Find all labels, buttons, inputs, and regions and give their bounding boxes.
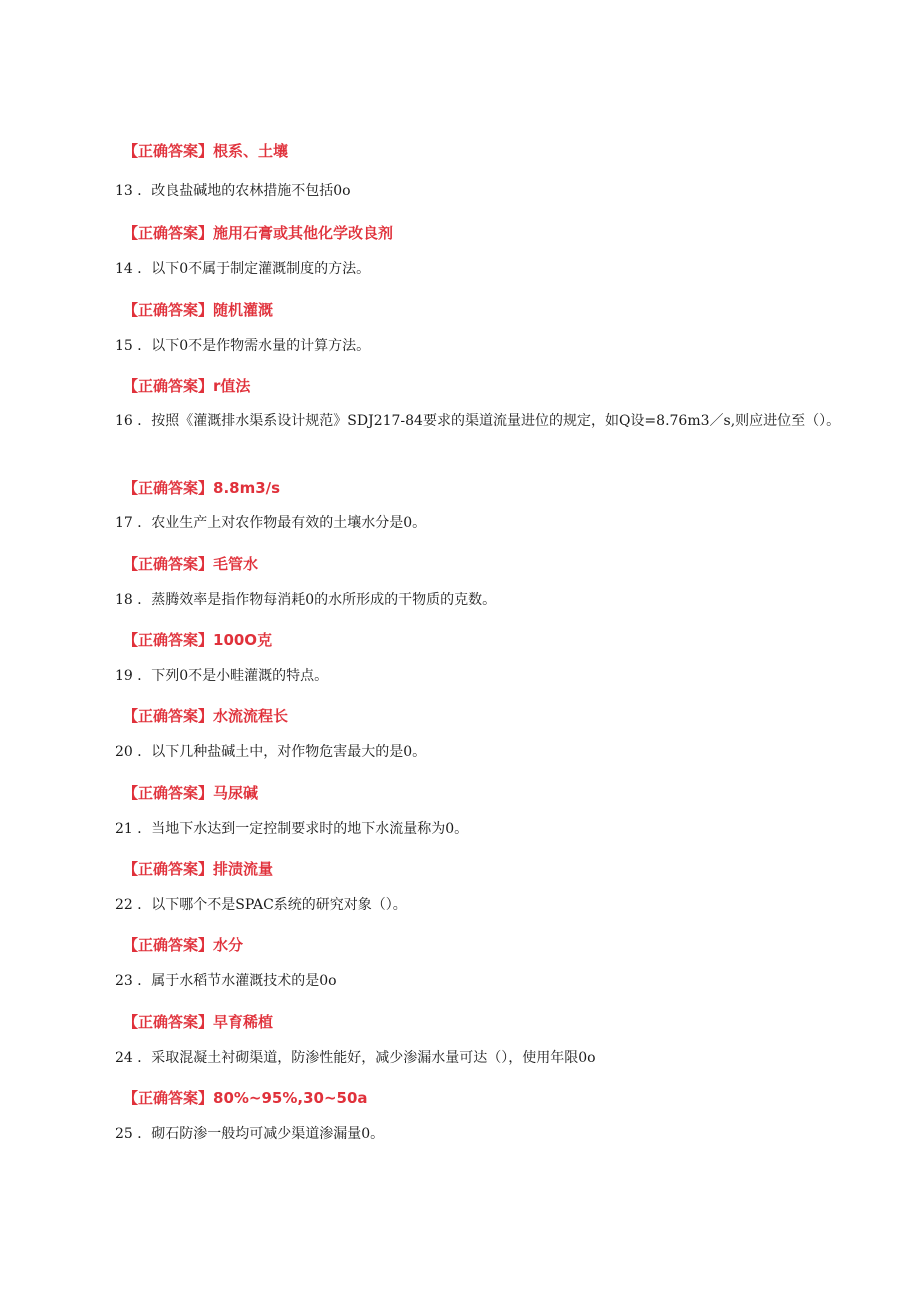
question-17: 17 ．农业生产上对农作物最有效的土壤水分是0。 <box>115 515 427 531</box>
answer-18: 【正确答案】100O克 <box>123 631 273 649</box>
answer-22: 【正确答案】水分 <box>123 936 244 954</box>
question-16: 16 ．按照《灌溉排水渠系设计规范》SDJ217-84要求的渠道流量进位的规定，如Q设=8.76m3／s,则应进位至（）。 <box>115 413 841 429</box>
answer-20: 【正确答案】马尿碱 <box>123 784 259 802</box>
question-13: 13 ．改良盐碱地的农林措施不包括0o <box>115 183 351 199</box>
answer-19: 【正确答案】水流流程长 <box>123 707 289 725</box>
answer-12: 【正确答案】根系、土壤 <box>123 142 289 160</box>
answer-14: 【正确答案】随机灌溉 <box>123 301 274 319</box>
question-14: 14 ．以下0不属于制定灌溉制度的方法。 <box>115 261 371 277</box>
question-20: 20 ．以下几种盐碱土中，对作物危害最大的是0。 <box>115 744 427 760</box>
answer-16: 【正确答案】8.8m3∕s <box>123 479 281 497</box>
question-22: 22 ．以下哪个不是SPAC系统的研究对象（）。 <box>115 897 407 913</box>
answer-13: 【正确答案】施用石膏或其他化学改良剂 <box>123 224 394 242</box>
answer-15: 【正确答案】r值法 <box>123 377 251 395</box>
question-15: 15 ．以下0不是作物需水量的计算方法。 <box>115 338 371 354</box>
question-18: 18 ．蒸腾效率是指作物每消耗0的水所形成的干物质的克数。 <box>115 592 497 608</box>
answer-21: 【正确答案】排渍流量 <box>123 860 274 878</box>
question-24: 24 ．采取混凝土衬砌渠道，防渗性能好，减少渗漏水量可达（），使用年限0o <box>115 1050 596 1066</box>
answer-17: 【正确答案】毛管水 <box>123 555 259 573</box>
question-23: 23 ．属于水稻节水灌溉技术的是0o <box>115 973 337 989</box>
question-21: 21 ．当地下水达到一定控制要求时的地下水流量称为0。 <box>115 821 469 837</box>
question-19: 19 ．下列0不是小畦灌溉的特点。 <box>115 668 329 684</box>
question-25: 25 ．砌石防渗一般均可减少渠道渗漏量0。 <box>115 1126 385 1142</box>
answer-23: 【正确答案】早育稀植 <box>123 1013 274 1031</box>
answer-24: 【正确答案】80%~95%,30~50a <box>123 1089 368 1107</box>
